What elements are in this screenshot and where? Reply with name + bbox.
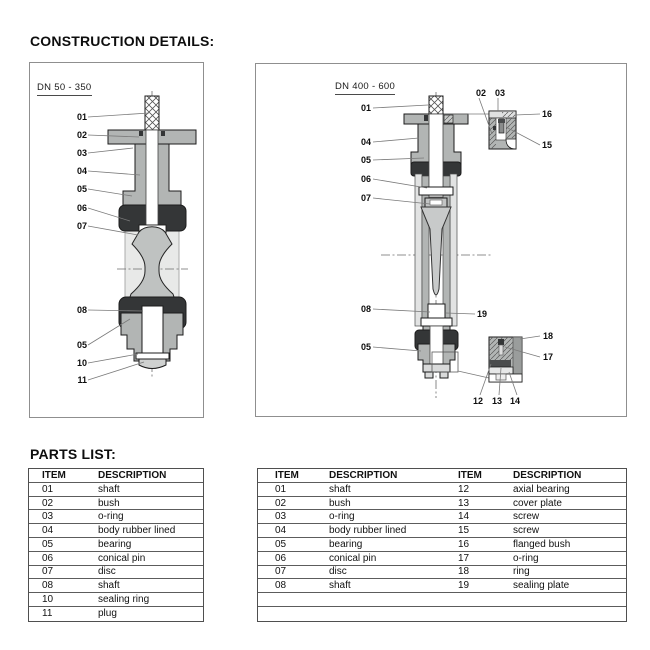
conical-pin <box>419 187 453 195</box>
valve-drawing-dn400-600 <box>256 64 626 416</box>
table-cell: conical pin <box>329 552 377 564</box>
callout-label: 01 <box>360 103 371 113</box>
table-cell: 03 <box>42 511 54 523</box>
callout-label: 17 <box>543 352 554 362</box>
table-cell: 18 <box>458 566 470 578</box>
table-cell: 06 <box>42 552 54 564</box>
table-cell: o-ring <box>98 511 124 523</box>
shaft-top <box>145 96 159 132</box>
table-row <box>29 510 203 524</box>
callout-label: 10 <box>76 358 87 368</box>
parts-list-title: PARTS LIST: <box>30 446 116 462</box>
table-cell: 12 <box>458 483 470 495</box>
callout-label: 02 <box>475 88 486 98</box>
table-cell: bearing <box>329 538 363 550</box>
table-cell: 01 <box>42 483 54 495</box>
table-header-cell: ITEM <box>458 469 482 481</box>
table-cell: axial bearing <box>513 483 570 495</box>
table-header-cell: DESCRIPTION <box>329 469 398 481</box>
table-cell: sealing plate <box>513 580 570 592</box>
table-cell: 08 <box>42 580 54 592</box>
table-cell: screw <box>513 511 540 523</box>
callout-label: 19 <box>477 309 488 319</box>
table-cell: disc <box>98 566 116 578</box>
table-row <box>258 524 626 538</box>
dn-range-label: DN 50 - 350 <box>37 82 92 96</box>
callout-label: 13 <box>491 396 502 406</box>
detail-connector <box>458 371 489 378</box>
table-header-cell: DESCRIPTION <box>98 469 167 481</box>
table-cell: bush <box>329 497 351 509</box>
table-cell: flanged bush <box>513 538 571 550</box>
callout-label: 01 <box>76 112 87 122</box>
sealing-ring <box>136 353 169 359</box>
table-cell: 05 <box>275 538 287 550</box>
table-cell: bush <box>98 497 120 509</box>
shaft-channel <box>429 114 443 197</box>
table-cell: bearing <box>98 538 132 550</box>
callout-label: 03 <box>494 88 505 98</box>
table-cell: shaft <box>98 483 120 495</box>
table-cell: 04 <box>42 525 54 537</box>
callout-label: 14 <box>509 396 520 406</box>
table-row <box>29 538 203 552</box>
table-cell: 19 <box>458 580 470 592</box>
table-cell: ring <box>513 566 530 578</box>
shaft-bottom <box>142 306 163 355</box>
table-row <box>258 593 626 607</box>
table-cell: shaft <box>329 483 351 495</box>
table-row <box>29 566 203 580</box>
table-cell: 04 <box>275 525 287 537</box>
table-cell: 06 <box>275 552 287 564</box>
table-row <box>29 607 203 621</box>
table-header-row <box>258 469 626 483</box>
callout-label: 06 <box>76 203 87 213</box>
callout-label: 07 <box>360 193 371 203</box>
table-cell: 11 <box>42 608 53 620</box>
callout-label: 05 <box>76 340 87 350</box>
table-cell: body rubber lined <box>98 525 176 537</box>
table-row <box>29 497 203 511</box>
valve-drawing-dn50-350 <box>30 63 203 417</box>
callout-label: 05 <box>360 155 371 165</box>
table-row <box>29 579 203 593</box>
table-header-cell: ITEM <box>275 469 299 481</box>
table-header-cell: DESCRIPTION <box>513 469 582 481</box>
detail-inset-bottom <box>489 337 522 382</box>
table-cell: 01 <box>275 483 287 495</box>
table-cell: 15 <box>458 525 470 537</box>
table-row <box>258 497 626 511</box>
shaft-channel <box>146 130 158 225</box>
table-row <box>258 552 626 566</box>
table-cell: 13 <box>458 497 470 509</box>
table-cell: 10 <box>42 594 54 606</box>
parts-table-right <box>257 468 627 622</box>
table-cell: 16 <box>458 538 470 550</box>
table-cell: cover plate <box>513 497 562 509</box>
table-row <box>258 483 626 497</box>
parts-table-left <box>28 468 204 622</box>
table-cell: 05 <box>42 538 54 550</box>
callout-label: 04 <box>360 137 371 147</box>
table-header-cell: ITEM <box>42 469 66 481</box>
table-cell: 08 <box>275 580 287 592</box>
construction-details-title: CONSTRUCTION DETAILS: <box>30 33 215 49</box>
table-row <box>258 566 626 580</box>
table-row <box>29 483 203 497</box>
table-cell: shaft <box>329 580 351 592</box>
table-cell: 07 <box>42 566 54 578</box>
table-cell: o-ring <box>329 511 355 523</box>
callout-label: 08 <box>76 305 87 315</box>
table-header-row <box>29 469 203 483</box>
table-cell: screw <box>513 525 540 537</box>
callout-label: 04 <box>76 166 87 176</box>
callout-label: 15 <box>542 140 553 150</box>
table-cell: disc <box>329 566 347 578</box>
dn-range-label: DN 400 - 600 <box>335 81 395 95</box>
table-cell: shaft <box>98 580 120 592</box>
table-cell: 02 <box>275 497 287 509</box>
bush-detail <box>139 131 143 136</box>
callout-label: 07 <box>76 221 87 231</box>
table-row <box>258 579 626 593</box>
callout-label: 18 <box>543 331 554 341</box>
table-cell: 14 <box>458 511 470 523</box>
table-cell: 02 <box>42 497 54 509</box>
table-row <box>258 607 626 621</box>
table-cell: plug <box>98 608 117 620</box>
callout-label: 03 <box>76 148 87 158</box>
table-cell: 07 <box>275 566 287 578</box>
table-cell: 03 <box>275 511 287 523</box>
diagram-panel-dn400-600 <box>255 63 627 417</box>
callout-label: 11 <box>77 375 87 385</box>
table-cell: conical pin <box>98 552 146 564</box>
callout-label: 05 <box>76 184 87 194</box>
callout-label: 05 <box>360 342 371 352</box>
table-cell: o-ring <box>513 552 539 564</box>
callout-label: 16 <box>542 109 553 119</box>
plug <box>139 359 166 369</box>
table-row <box>258 538 626 552</box>
callout-label: 02 <box>76 130 87 140</box>
disc-hub <box>425 198 447 207</box>
table-row <box>29 593 203 607</box>
callout-label: 12 <box>472 396 483 406</box>
table-cell: body rubber lined <box>329 525 407 537</box>
o-ring-detail <box>161 131 165 136</box>
table-row <box>29 524 203 538</box>
diagram-panel-dn50-350 <box>29 62 204 418</box>
callout-label: 08 <box>360 304 371 314</box>
table-row <box>258 510 626 524</box>
table-cell: sealing ring <box>98 594 150 606</box>
table-cell: 17 <box>458 552 470 564</box>
callout-label: 06 <box>360 174 371 184</box>
shaft-top <box>429 96 443 116</box>
table-row <box>29 552 203 566</box>
